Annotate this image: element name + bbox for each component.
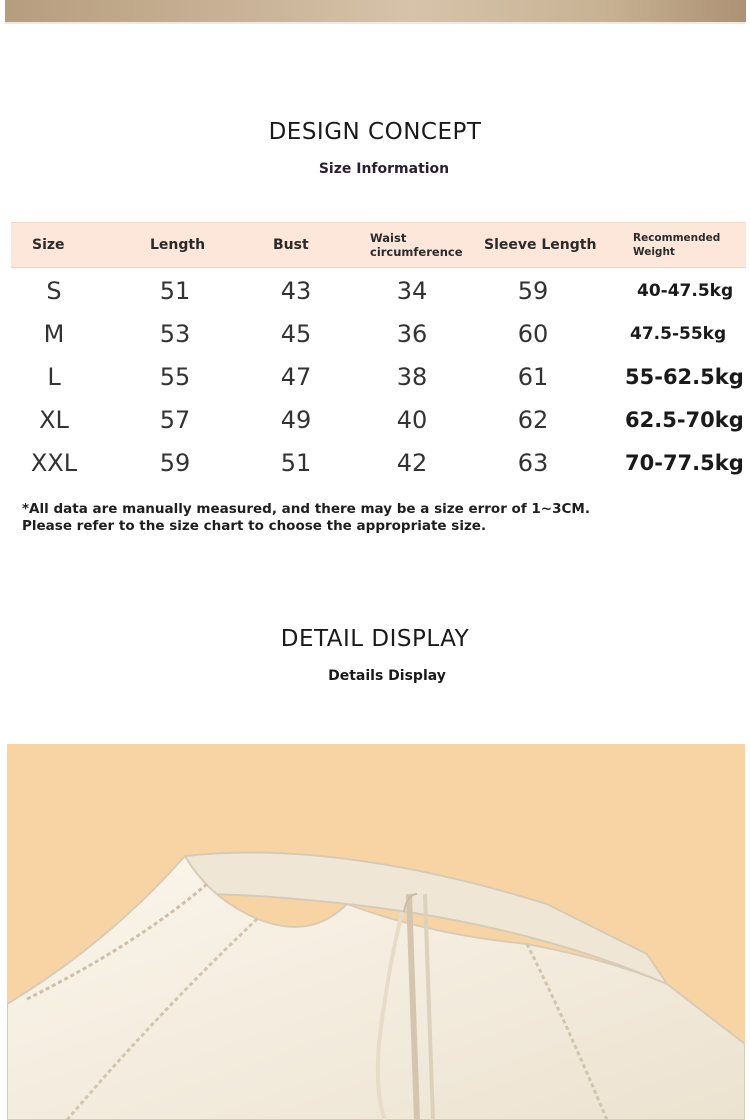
- cell-bust: 47: [280, 362, 312, 391]
- cell-weight: 55-62.5kg: [625, 364, 744, 389]
- detail-display-title: DETAIL DISPLAY: [280, 626, 470, 652]
- cell-weight: 40-47.5kg: [637, 280, 734, 301]
- cell-waist: 42: [396, 448, 428, 477]
- jacket-collar-illustration: [7, 744, 745, 1120]
- cell-sleeve: 61: [517, 362, 549, 391]
- size-information-subtitle: Size Information: [318, 161, 450, 177]
- header-sleeve-length: Sleeve Length: [484, 237, 597, 253]
- cell-length: 55: [159, 362, 191, 391]
- cell-sleeve: 59: [517, 276, 549, 305]
- product-detail-photo: [7, 744, 745, 1120]
- table-row: [11, 441, 746, 484]
- cell-size: M: [43, 319, 65, 348]
- cell-sleeve: 63: [517, 448, 549, 477]
- size-table-header: [11, 222, 746, 268]
- cell-weight: 62.5-70kg: [625, 407, 744, 432]
- cell-weight: 70-77.5kg: [625, 450, 744, 475]
- cell-waist: 40: [396, 405, 428, 434]
- cell-size: XL: [39, 405, 69, 434]
- header-waist: Waist circumference: [370, 231, 463, 259]
- table-row: [11, 312, 746, 355]
- design-concept-title: DESIGN CONCEPT: [268, 119, 482, 145]
- cell-bust: 45: [280, 319, 312, 348]
- details-display-subtitle: Details Display: [328, 668, 446, 684]
- product-photo-top: [5, 0, 746, 24]
- cell-weight: 47.5-55kg: [630, 323, 727, 344]
- cell-bust: 49: [280, 405, 312, 434]
- cell-waist: 38: [396, 362, 428, 391]
- cell-length: 53: [159, 319, 191, 348]
- cell-waist: 36: [396, 319, 428, 348]
- header-bust: Bust: [273, 237, 309, 253]
- cell-size: L: [47, 362, 61, 391]
- cell-bust: 43: [280, 276, 312, 305]
- cell-length: 59: [159, 448, 191, 477]
- header-size: Size: [32, 237, 65, 253]
- cell-sleeve: 62: [517, 405, 549, 434]
- table-row: [11, 269, 746, 312]
- cell-size: XXL: [30, 448, 78, 477]
- header-recommended-weight: Recommended Weight: [633, 232, 721, 258]
- cell-length: 57: [159, 405, 191, 434]
- table-row: [11, 398, 746, 441]
- header-length: Length: [150, 237, 206, 253]
- cell-sleeve: 60: [517, 319, 549, 348]
- measurement-note: *All data are manually measured, and there may be a size error of 1~3CM. Please refer to the size chart to choose the appropriate size.: [22, 501, 590, 534]
- cell-size: S: [46, 276, 62, 305]
- cell-waist: 34: [396, 276, 428, 305]
- table-row: [11, 355, 746, 398]
- cell-length: 51: [159, 276, 191, 305]
- cell-bust: 51: [280, 448, 312, 477]
